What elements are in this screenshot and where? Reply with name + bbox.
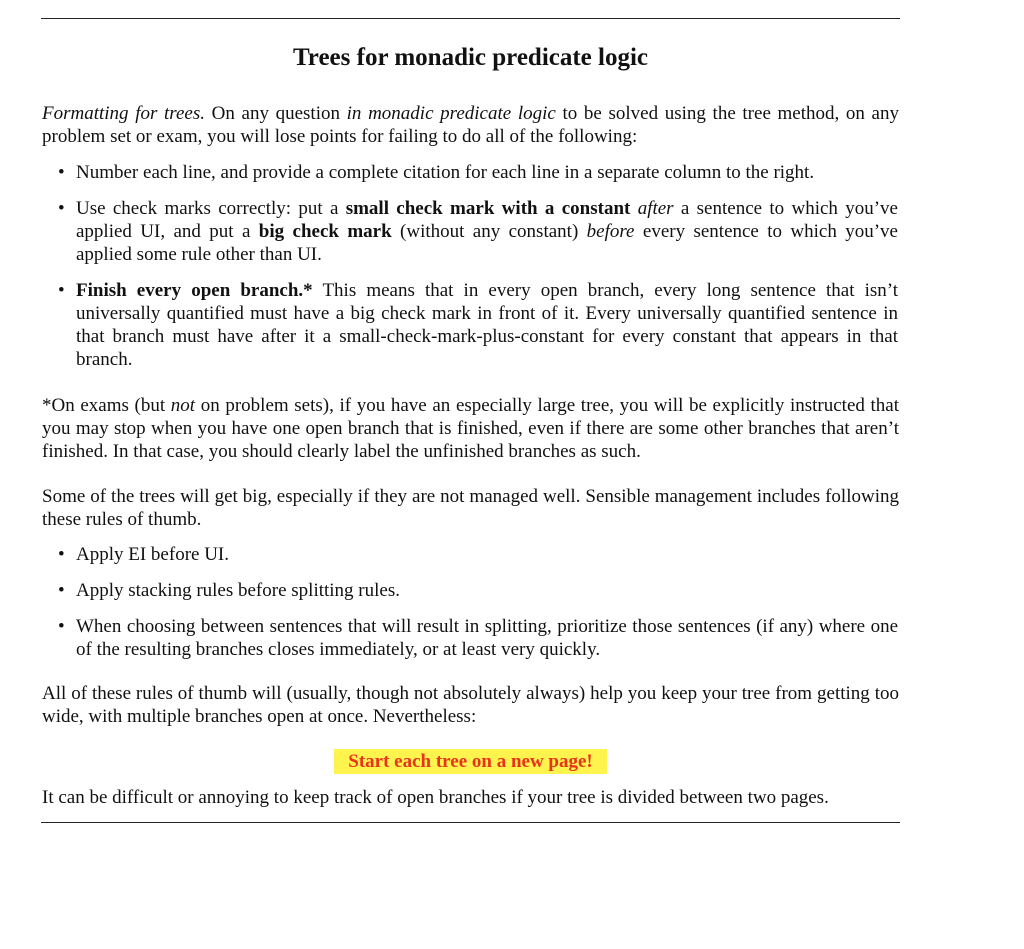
rule-of-thumb-2	[41, 579, 898, 602]
rule-2-text-a: Use check marks correctly: put a	[76, 198, 346, 219]
rule-2-italic-before: before	[586, 221, 635, 242]
intro-paragraph	[42, 102, 899, 148]
callout-row	[41, 749, 900, 774]
bottom-rule	[41, 822, 900, 823]
management-paragraph: Some of the trees will get big, especially if they are not managed well. Sensible management includes following these rules of thumb.	[42, 486, 899, 530]
footnote-italic-not: not	[170, 395, 196, 416]
rule-2-bold-big-check: big check mark	[258, 221, 392, 242]
top-rule	[41, 18, 900, 19]
rule-2-text-h: every sentence to which you’ve applied some rule other than UI.	[76, 221, 898, 265]
rule-2-text-f: (without any constant)	[391, 221, 587, 242]
summary-paragraph: All of these rules of thumb will (usually, though not absolutely always) help you keep your tree from getting too wide, with multiple branches open at once. Nevertheless:	[42, 683, 899, 727]
intro-italic-phrase: in monadic predicate logic	[346, 103, 556, 124]
footnote-text-a: *On exams (but	[42, 395, 171, 416]
footnote-paragraph	[42, 394, 899, 463]
rule-3-bold-finish: Finish every open branch.*	[76, 280, 313, 301]
rule-2-text-d: a sentence to which you’ve applied UI, and put a	[76, 198, 898, 242]
intro-text-b: to be solved using the tree method, on any problem set or exam, you will lose points for failing to do all of the following:	[42, 103, 899, 147]
intro-label: Formatting for trees.	[42, 103, 206, 124]
bullet-icon: •	[58, 544, 65, 565]
bullet-icon: •	[58, 280, 65, 301]
rule-2-bold-small-check: small check mark with a constant	[345, 198, 631, 219]
rule-of-thumb-2-text: Apply stacking rules before splitting rules.	[76, 580, 400, 601]
rule-3-text: This means that in every open branch, every long sentence that isn’t universally quantified must have a big check mark in front of it. Every universally quantified sentence in that branch must have after it a small-check-mark-plus-constant for every constant that appears in that branch.	[76, 280, 899, 370]
bullet-icon: •	[58, 616, 65, 637]
rules-of-thumb-list	[41, 543, 898, 661]
closing-paragraph: It can be difficult or annoying to keep track of open branches if your tree is divided between two pages.	[42, 787, 829, 808]
rule-of-thumb-3-text: When choosing between sentences that will result in splitting, prioritize those sentences (if any) where one of the resulting branches closes immediately, or at least very quickly.	[76, 616, 898, 660]
bullet-icon: •	[58, 198, 65, 219]
footnote-text-c: on problem sets), if you have an especially large tree, you will be explicitly instructed that you may stop when you have one open branch that is finished, even if there are some other branches that aren’t finished. In that case, you should clearly label the unfinished branches as such.	[42, 395, 900, 462]
rule-2-italic-after: after	[637, 198, 674, 219]
page-title: Trees for monadic predicate logic	[292, 44, 649, 71]
rule-of-thumb-1-text: Apply EI before UI.	[76, 544, 230, 565]
callout-highlight: Start each tree on a new page!	[334, 749, 607, 774]
formatting-rule-2	[41, 197, 898, 266]
formatting-rules-list	[41, 161, 898, 371]
rule-of-thumb-3	[41, 615, 898, 661]
formatting-rule-3	[41, 279, 898, 371]
intro-text-a: On any question	[205, 103, 347, 124]
rule-of-thumb-1	[41, 543, 898, 566]
bullet-icon: •	[58, 162, 65, 183]
bullet-icon: •	[58, 580, 65, 601]
formatting-rule-1	[41, 161, 898, 184]
formatting-rule-1-text: Number each line, and provide a complete citation for each line in a separate column to the right.	[76, 162, 815, 183]
